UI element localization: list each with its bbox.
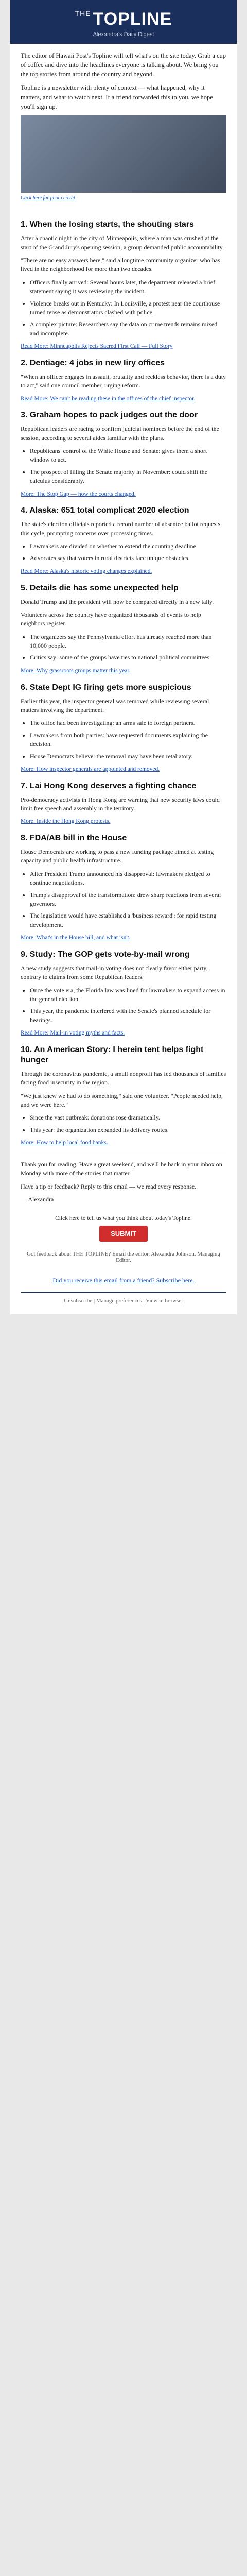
- section-heading: 5. Details die has some unexpected help: [21, 583, 179, 592]
- logo-text: TOPLINE: [93, 9, 172, 29]
- section-paragraph: Volunteers across the country have organized thousands of events to help neighbors register.: [21, 611, 201, 628]
- bullet-item: • Lawmakers are divided on whether to extend the counting deadline.: [30, 542, 226, 551]
- intro-paragraph-1: The editor of Hawaii Post's Topline will tell what's on the site today. Grab a cup of coffee and dive into the headlines everyone is talking about. We bring you the top stories from around the country and beyond.: [21, 52, 226, 78]
- section-heading: 3. Graham hopes to pack judges out the door: [21, 411, 198, 420]
- newsletter-card: [10, 0, 237, 1314]
- section-paragraph: Through the coronavirus pandemic, a small nonprofit has fed thousands of families facing food insecurity in the region.: [21, 1070, 226, 1087]
- section-body: [21, 425, 226, 498]
- bullet-item: • Advocates say that voters in rural districts face unique obstacles.: [30, 554, 226, 563]
- section-body: [21, 964, 226, 1038]
- section-paragraph: "We just knew we had to do something," said one volunteer. "People needed help, and we were here.": [21, 1092, 223, 1108]
- section-body: [21, 848, 226, 942]
- read-more-link[interactable]: More: Inside the Hong Kong protests.: [21, 818, 111, 825]
- photo-credit-link[interactable]: Click here for photo credit: [21, 195, 75, 201]
- signoff: — Alexandra: [21, 1196, 54, 1204]
- section-paragraph: Donald Trump and the president will now be compared directly in a new tally.: [21, 598, 214, 605]
- subscribe-link[interactable]: Did you receive this email from a friend? Subscribe here.: [52, 1277, 195, 1284]
- bullet-item: • This year: the organization expanded its delivery routes.: [30, 1126, 226, 1134]
- section-paragraph: Pro-democracy activists in Hong Kong are warning that new security laws could limit free speech and assembly in the territory.: [21, 795, 220, 812]
- section-paragraph: Earlier this year, the inspector general was removed while reviewing several matters involving the department.: [21, 697, 209, 714]
- section-heading: 2. Dentiage: 4 jobs in new Iiry offices: [21, 358, 165, 367]
- footer-text: Got feedback about THE TOPLINE? Email the editor. Alexandra Johnson, Managing Editor.: [27, 1251, 220, 1264]
- bullet-item: • The organizers say the Pennsylvania effort has already reached more than 10,000 people.: [30, 633, 226, 651]
- bullet-item: • This year, the pandemic interfered with the Senate's planned schedule for hearings.: [30, 1007, 226, 1025]
- section-body: [21, 234, 226, 351]
- section-paragraph: Republican leaders are racing to confirm judicial nominees before the end of the session, according to several aides familiar with the plans.: [21, 425, 219, 442]
- section-heading: 8. FDA/AB bill in the House: [21, 834, 127, 843]
- read-more-link[interactable]: More: What's in the House bill, and what isn't.: [21, 935, 131, 941]
- section-heading: 7. Lai Hong Kong deserves a fighting chance: [21, 781, 197, 790]
- section-paragraph: "There are no easy answers here," said a longtime community organizer who has lived in the neighborhood for more than two decades.: [21, 257, 220, 273]
- section-bullets: [30, 278, 226, 338]
- bullet-item: • After President Trump announced his disapproval: lawmakers pledged to continue negotiations.: [30, 870, 226, 888]
- section-paragraph: "When an officer engages in assault, brutality and reckless behavior, there is a duty to act," said one council member, urging reform.: [21, 372, 226, 389]
- bullet-item: • Critics say: some of the groups have ties to national political committees.: [30, 653, 226, 662]
- read-more-link[interactable]: More: Why grassroots groups matter this year.: [21, 667, 131, 674]
- bullet-item: • Trump's disapproval of the transformation: drew sharp reactions from several governors.: [30, 891, 226, 909]
- section-bullets: [30, 1113, 226, 1134]
- section-bullets: [30, 870, 226, 929]
- cta-lead: Click here to tell us what you think about today's Topline.: [55, 1215, 192, 1222]
- newsletter-logo: [15, 9, 232, 29]
- section-body: [21, 1070, 226, 1147]
- bullet-item: • The prospect of filling the Senate majority in November: could shift the calculus considerably.: [30, 468, 226, 486]
- masthead: [10, 0, 237, 44]
- section-bullets: [30, 719, 226, 761]
- section-paragraph: The state's election officials reported a record number of absentee ballot requests this cycle, prompting concerns over processing times.: [21, 520, 221, 537]
- read-more-link[interactable]: Read More: Minneapolis Rejects Sacred First Call — Full Story: [21, 343, 173, 350]
- section-bullets: [30, 447, 226, 486]
- bullet-item: • A complex picture: Researchers say the data on crime trends remains mixed and incomplete.: [30, 320, 226, 338]
- read-more-link[interactable]: Read More: Alaska's historic voting changes explained.: [21, 568, 152, 574]
- read-more-link[interactable]: More: How to help local food banks.: [21, 1140, 108, 1146]
- bullet-item: • House Democrats believe: the removal may have been retaliatory.: [30, 752, 226, 761]
- section-body: [21, 598, 226, 675]
- section-body: [21, 372, 226, 403]
- section-heading: 4. Alaska: 651 total complicat 2020 election: [21, 506, 189, 515]
- section-bullets: [30, 986, 226, 1025]
- read-more-link[interactable]: More: How inspector generals are appointed and removed.: [21, 766, 160, 772]
- bullet-item: • Republicans' control of the White House and Senate: gives them a short window to act.: [30, 447, 226, 465]
- read-more-link[interactable]: More: The Stop Gap — how the courts changed.: [21, 490, 136, 497]
- closing-paragraph-2: Have a tip or feedback? Reply to this email — we read every response.: [21, 1182, 197, 1190]
- section-heading: 1. When the losing starts, the shouting stars: [21, 220, 194, 229]
- submit-button[interactable]: SUBMIT: [99, 1226, 148, 1242]
- bullet-item: • The legislation would have established a 'business reward': for rapid testing development.: [30, 911, 226, 929]
- unsubscribe-links[interactable]: Unsubscribe | Manage preferences | View in browser: [21, 1292, 226, 1314]
- closing-paragraph-1: Thank you for reading. Have a great weekend, and we'll be back in your inbox on Monday with more of the stories that matter.: [21, 1160, 222, 1177]
- bullet-item: • Since the vast outbreak: donations rose dramatically.: [30, 1113, 226, 1122]
- feedback-cta: [21, 1208, 226, 1251]
- hero-image: [21, 115, 226, 193]
- read-more-link[interactable]: Read More: Mail-in voting myths and facts.: [21, 1030, 125, 1037]
- bullet-item: • Lawmakers from both parties: have requested documents explaining the decision.: [30, 731, 226, 749]
- sections-list: [21, 219, 226, 1147]
- intro-paragraph-2: Topline is a newsletter with plenty of context — what happened, why it matters, and what to watch next. If a friend forwarded this to you, we hope you'll sign up.: [21, 84, 213, 110]
- tagline: Alexandra's Daily Digest: [93, 31, 154, 38]
- bullet-item: • The office had been investigating: an arms sale to foreign partners.: [30, 719, 226, 727]
- section-heading: 9. Study: The GOP gets vote-by-mail wrong: [21, 950, 190, 959]
- section-heading: 10. An American Story: I herein tent helps fight hunger: [21, 1045, 204, 1064]
- bullet-item: • Officers finally arrived: Several hours later, the department released a brief statement saying it was reviewing the incident.: [30, 278, 226, 296]
- section-body: [21, 697, 226, 774]
- section-paragraph: A new study suggests that mail-in voting does not clearly favor either party, contrary to claims from some Republican leaders.: [21, 964, 208, 981]
- section-bullets: [30, 542, 226, 563]
- intro-block: [21, 44, 226, 212]
- section-bullets: [30, 633, 226, 663]
- section-body: [21, 520, 226, 575]
- closing-block: [21, 1160, 226, 1205]
- read-more-link[interactable]: Read More: We can't be reading these in the offices of the chief inspector.: [21, 395, 196, 402]
- section-paragraph: After a chaotic night in the city of Minneapolis, where a man was crushed at the start of the Grand Jury's opening session, a group demanded public accountability.: [21, 234, 224, 251]
- section-body: [21, 795, 226, 826]
- section-paragraph: House Democrats are working to pass a new funding package aimed at testing capacity and public health infrastructure.: [21, 848, 214, 865]
- section-heading: 6. State Dept IG firing gets more suspicious: [21, 683, 191, 692]
- logo-the: THE: [75, 9, 91, 18]
- bullet-item: • Once the vote era, the Florida law was lined for lawmakers to expand access in the general election.: [30, 986, 226, 1004]
- bullet-item: • Violence breaks out in Kentucky: In Louisville, a protest near the courthouse turned tense as demonstrators clashed with police.: [30, 299, 226, 317]
